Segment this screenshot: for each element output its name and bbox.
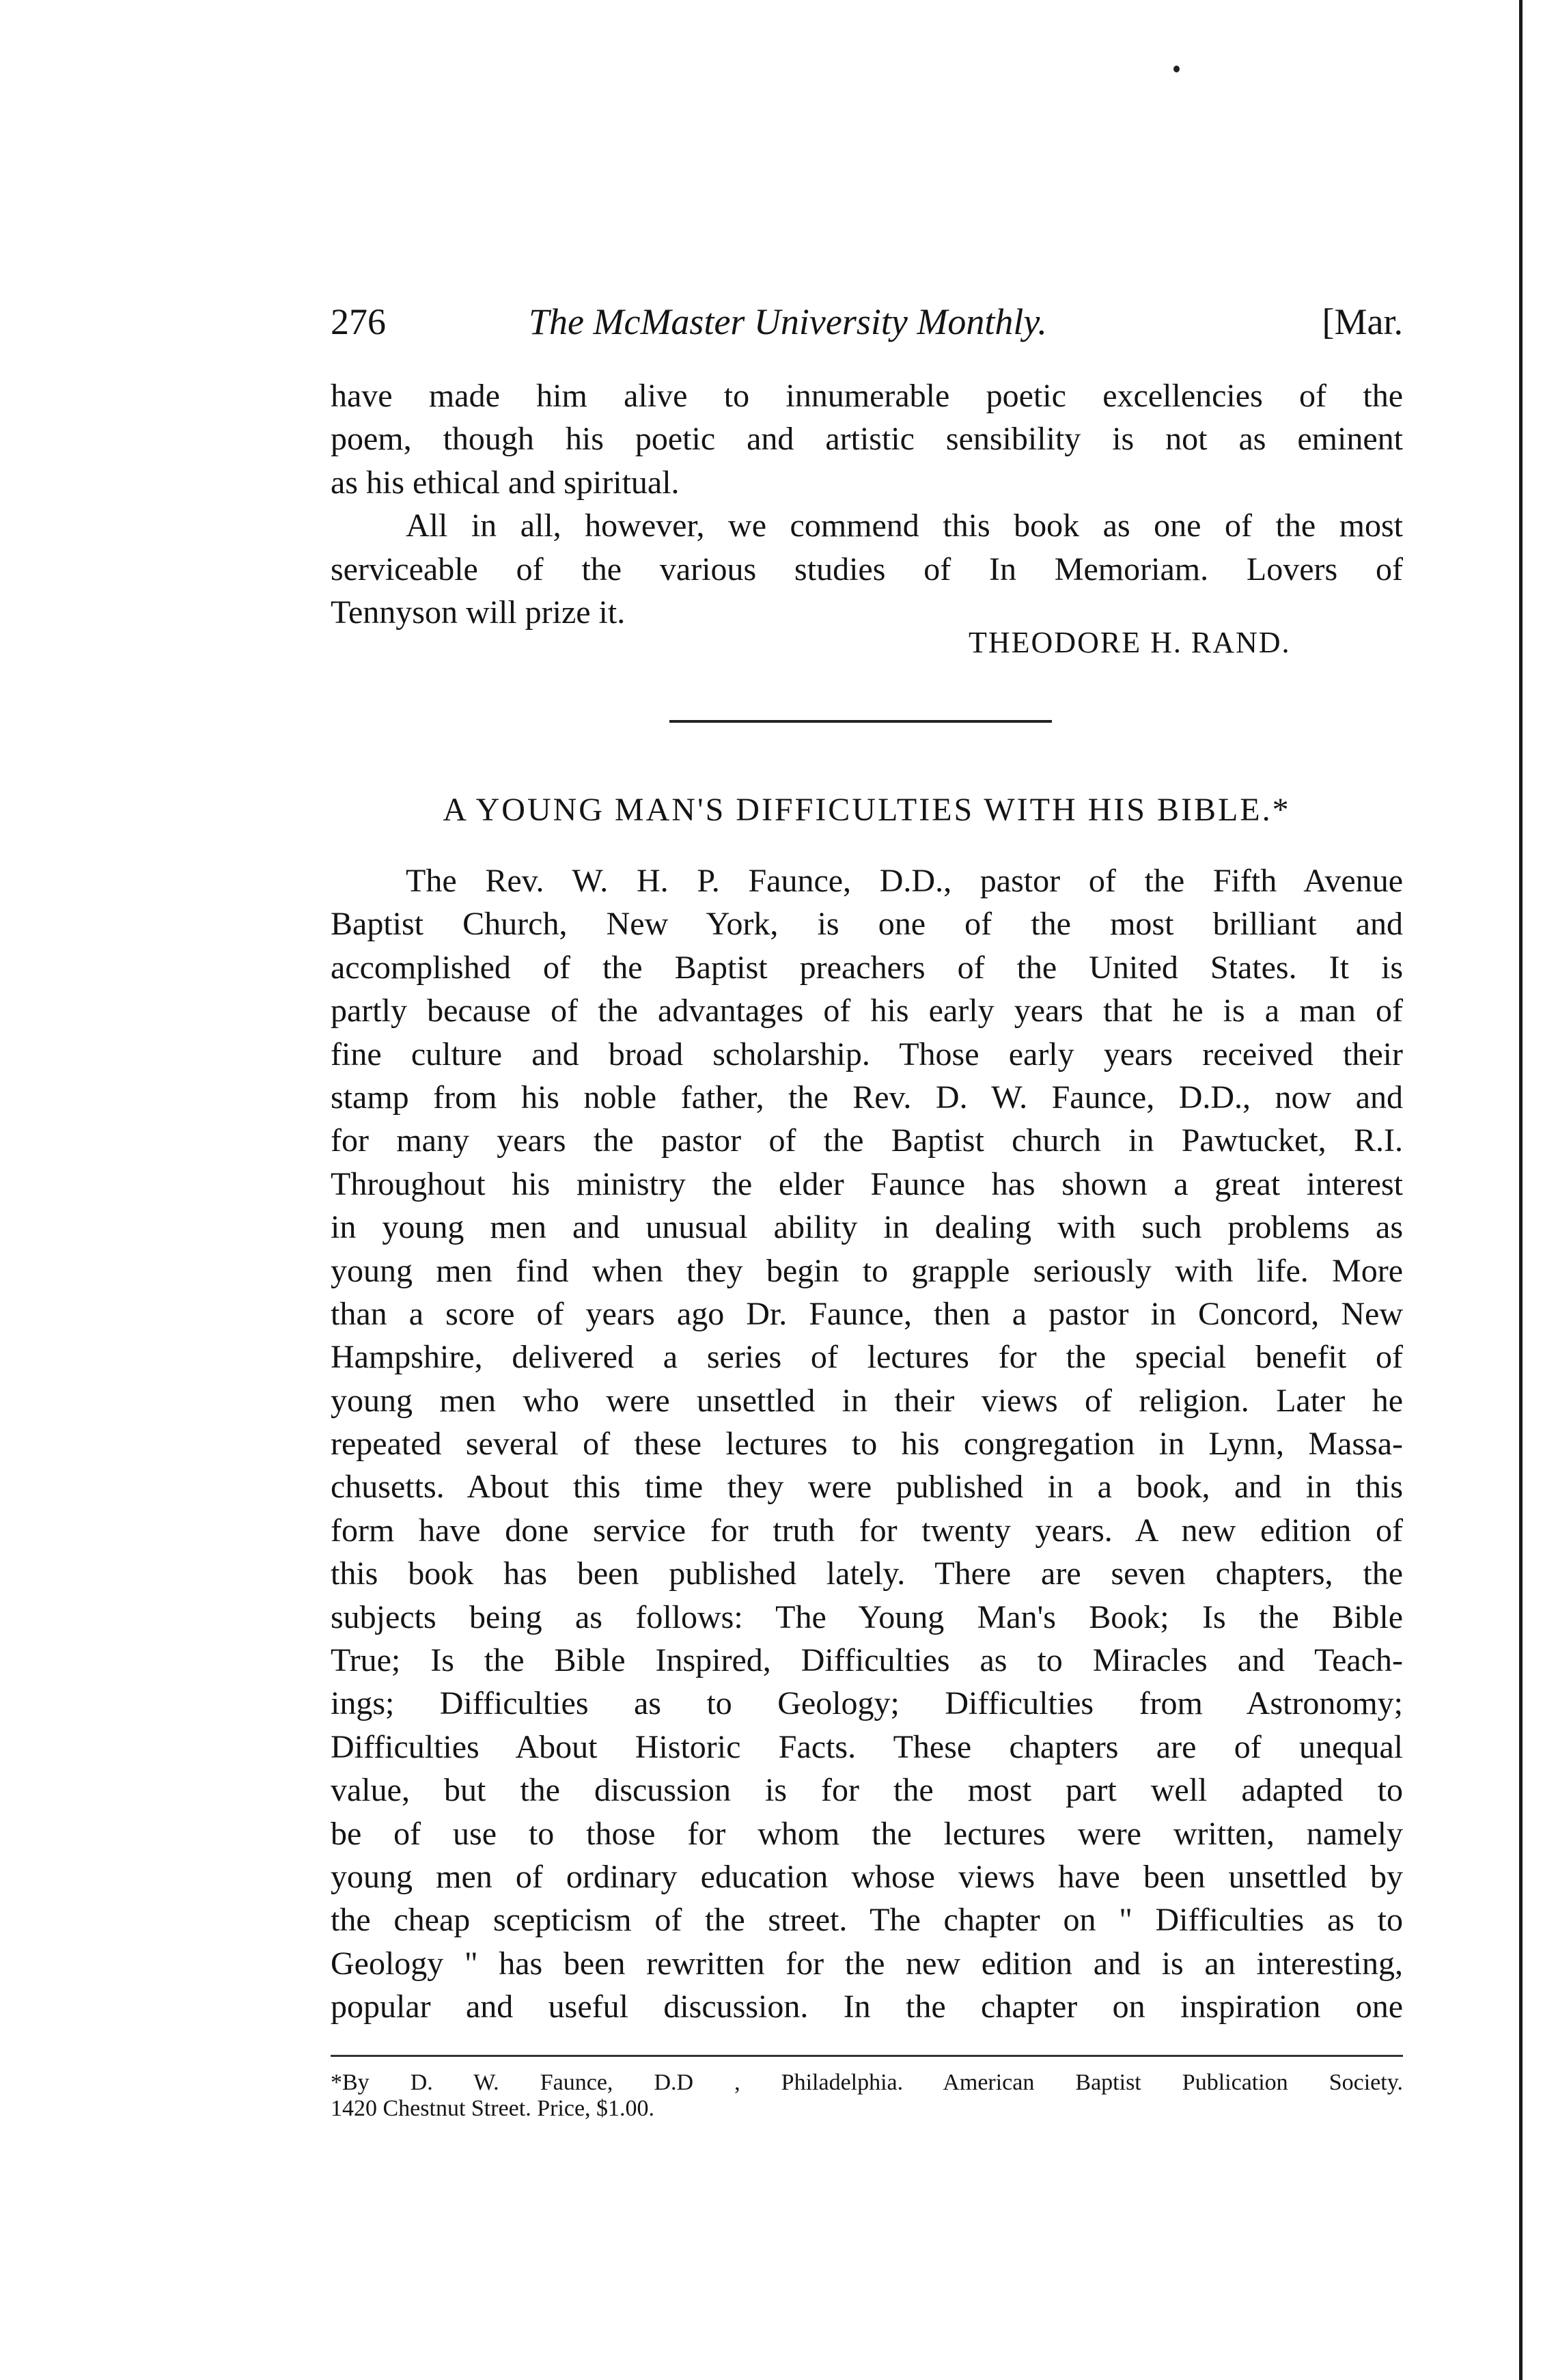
text-line: Geology " has been rewritten for the new edition and is an interesting, [331, 1945, 1403, 1982]
footnote-line: *By D. W. Faunce, D.D , Philadelphia. American Baptist Publication Society. [331, 2070, 1403, 2095]
text-line: this book has been published lately. There are seven chapters, the [331, 1555, 1403, 1592]
text-line: stamp from his noble father, the Rev. D. W. Faunce, D.D., now and [331, 1079, 1403, 1116]
text-line: the cheap scepticism of the street. The chapter on " Difficulties as to [331, 1902, 1403, 1939]
page-edge-shadow [1519, 0, 1523, 2380]
page-number: 276 [331, 301, 386, 342]
ink-speck [1173, 66, 1180, 72]
text-line: subjects being as follows: The Young Man's Book; Is the Bible [331, 1599, 1403, 1635]
text-line: ings; Difficulties as to Geology; Difficulties from Astronomy; [331, 1685, 1403, 1722]
text-line: value, but the discussion is for the most part well adapted to [331, 1772, 1403, 1809]
text-line: young men of ordinary education whose views have been unsettled by [331, 1858, 1403, 1895]
text-line: young men who were unsettled in their views of religion. Later he [331, 1382, 1403, 1419]
text-line: be of use to those for whom the lectures were written, namely [331, 1815, 1403, 1852]
text-line: fine culture and broad scholarship. Those early years received their [331, 1036, 1403, 1073]
article-title: A YOUNG MAN'S DIFFICULTIES WITH HIS BIBLE.* [443, 792, 1291, 828]
text-line: chusetts. About this time they were published in a book, and in this [331, 1469, 1403, 1506]
text-line: accomplished of the Baptist preachers of the United States. It is [331, 949, 1403, 986]
article-body [331, 859, 1403, 2029]
text-line: Throughout his ministry the elder Faunce has shown a great interest [331, 1165, 1403, 1202]
text-line: in young men and unusual ability in dealing with such problems as [331, 1209, 1403, 1246]
review-ending-paragraph [331, 374, 1403, 634]
text-line: for many years the pastor of the Baptist church in Pawtucket, R.I. [331, 1122, 1403, 1159]
text-line: The Rev. W. H. P. Faunce, D.D., pastor of the Fifth Avenue [406, 863, 1403, 899]
review-signature: THEODORE H. RAND. [969, 626, 1291, 659]
text-line: Hampshire, delivered a series of lectures for the special benefit of [331, 1339, 1403, 1376]
text-line: young men find when they begin to grapple seriously with life. More [331, 1252, 1403, 1289]
text-line: have made him alive to innumerable poetic excellencies of the [331, 378, 1403, 414]
text-line: popular and useful discussion. In the chapter on inspiration one [331, 1989, 1403, 2025]
issue-month: [Mar. [1322, 301, 1403, 342]
text-line: poem, though his poetic and artistic sensibility is not as eminent [331, 421, 1403, 458]
text-line: partly because of the advantages of his early years that he is a man of [331, 993, 1403, 1029]
text-line: Baptist Church, New York, is one of the most brilliant and [331, 906, 1403, 943]
footnote-line: 1420 Chestnut Street. Price, $1.00. [331, 2096, 655, 2121]
text-line: as his ethical and spiritual. [331, 464, 680, 501]
text-line: Tennyson will prize it. [331, 594, 626, 631]
footnote [331, 2070, 1403, 2122]
footnote-rule [331, 2055, 1403, 2057]
text-line: All in all, however, we commend this book as one of the most [406, 508, 1403, 544]
text-line: repeated several of these lectures to his congregation in Lynn, Massa- [331, 1426, 1403, 1463]
section-divider [669, 720, 1052, 723]
text-line: form have done service for truth for twenty years. A new edition of [331, 1512, 1403, 1549]
text-line: than a score of years ago Dr. Faunce, then a pastor in Concord, New [331, 1295, 1403, 1332]
text-line: Difficulties About Historic Facts. These chapters are of unequal [331, 1728, 1403, 1765]
text-line: True; Is the Bible Inspired, Difficulties as to Miracles and Teach- [331, 1642, 1403, 1679]
journal-title: The McMaster University Monthly. [529, 301, 1047, 342]
text-line: serviceable of the various studies of In Memoriam. Lovers of [331, 551, 1403, 587]
running-header [331, 301, 1403, 351]
